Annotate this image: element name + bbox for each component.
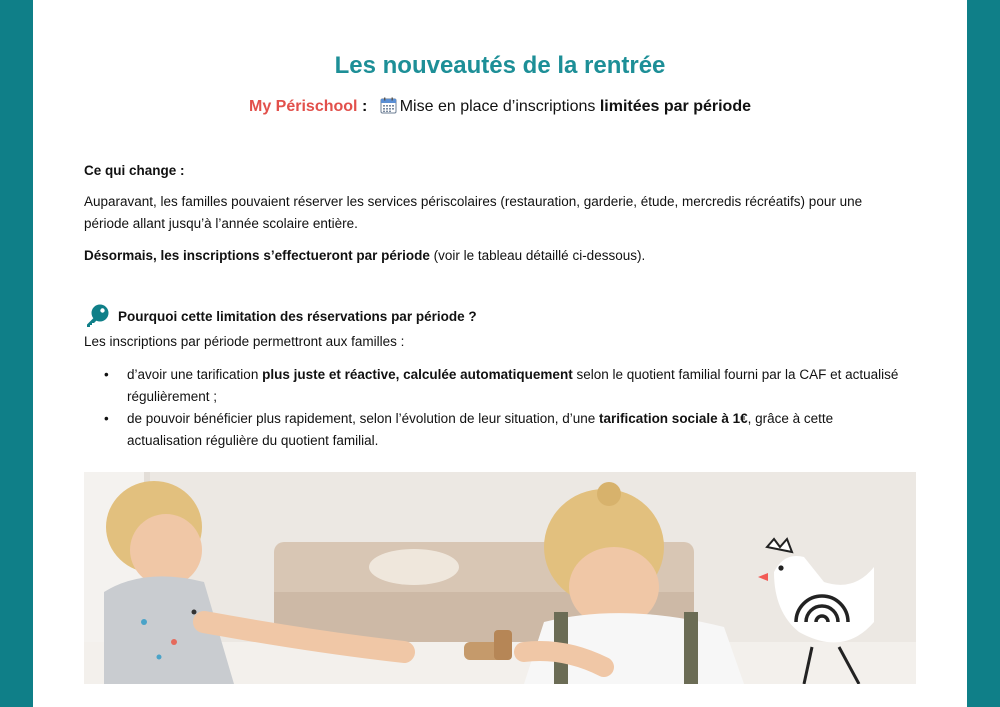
change-heading bbox=[84, 160, 904, 182]
calendar-icon bbox=[380, 97, 397, 114]
page-title: Les nouveautés de la rentrée bbox=[334, 52, 666, 79]
bullet-2-bold: tarification sociale à 1€ bbox=[599, 411, 748, 426]
subtitle-emphasis: limitées par période bbox=[599, 98, 751, 115]
why-heading bbox=[84, 303, 477, 329]
change-paragraph-2-bold: Désormais, les inscriptions s’effectueront par période bbox=[84, 248, 430, 263]
change-heading-text: Ce qui change : bbox=[84, 163, 185, 178]
subtitle-line bbox=[84, 97, 916, 116]
change-paragraph-1: Auparavant, les familles pouvaient réserver les services périscolaires (restauration, garderie, étude, mercredis récréatifs) pour une période allant jusqu’à l’année scolaire entière. bbox=[84, 194, 863, 231]
photo-illustration bbox=[84, 472, 916, 684]
right-border-bar bbox=[967, 0, 1000, 707]
why-intro: Les inscriptions par période permettront aux familles : bbox=[84, 334, 405, 349]
children-photo bbox=[84, 472, 916, 684]
bullet-2-c: , grâce à cette actualisation régulière du quotient familial. bbox=[127, 411, 834, 448]
key-icon bbox=[84, 303, 110, 329]
benefits-list bbox=[84, 364, 904, 452]
list-item bbox=[84, 364, 904, 408]
change-paragraph-2-rest: (voir le tableau détaillé ci-dessous). bbox=[429, 248, 646, 263]
change-paragraph-2 bbox=[84, 245, 904, 267]
bullet-1-bold: plus juste et réactive, calculée automatiquement bbox=[262, 367, 573, 382]
why-heading-text: Pourquoi cette limitation des réservations par période ? bbox=[118, 308, 477, 324]
document-page bbox=[84, 0, 916, 707]
bullet-2-a: de pouvoir bénéficier plus rapidement, selon l’évolution de leur situation, d’une bbox=[127, 411, 600, 426]
brand-name: My Périschool bbox=[249, 98, 358, 115]
bullet-1-c: selon le quotient familial fourni par la CAF et actualisé régulièrement ; bbox=[127, 367, 899, 404]
subtitle-text: Mise en place d’inscriptions bbox=[399, 98, 596, 115]
left-border-bar bbox=[0, 0, 33, 707]
bullet-1-a: d’avoir une tarification bbox=[127, 367, 263, 382]
subtitle-colon: : bbox=[361, 98, 368, 115]
list-item bbox=[84, 408, 904, 452]
